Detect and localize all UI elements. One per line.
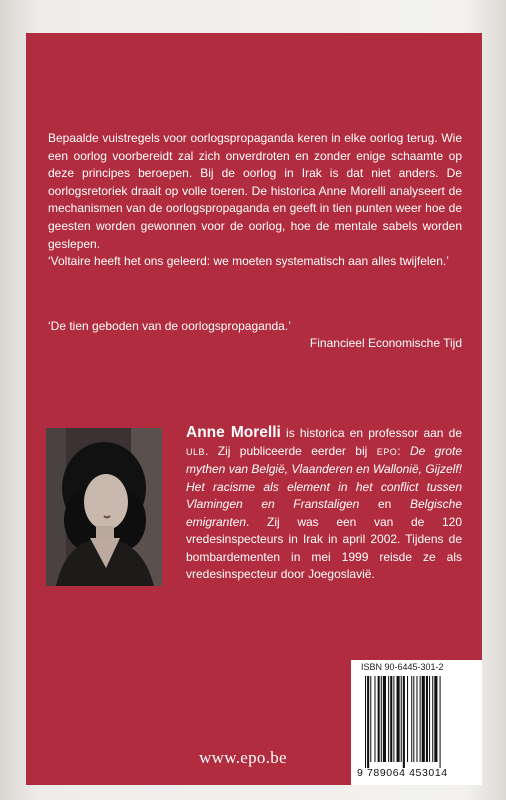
bio-text-5: . Zij was een van de 120 vredesinspecteurs in Irak in april 2002. Tijdens de bombardementen in mei 1999 reisde ze als vredesinspecteur door Joegoslavië. bbox=[186, 514, 462, 581]
isbn-label: ISBN 90-6445-301-2 bbox=[361, 662, 444, 672]
bio-works: De grote mythen van België, Vlaanderen en Wallonië, Gijzelf! Het racisme als element in het conflict tussen Vlamingen en Franstaligen bbox=[186, 443, 463, 511]
author-name: Anne Morelli bbox=[186, 424, 281, 441]
review-source: Financieel Economische Tijd bbox=[309, 336, 462, 350]
blurb-text: Bepaalde vuistregels voor oorlogspropaganda keren in elke oorlog terug. Wie een oorlog voorbereidt zal zich onverdroten en zonder enige schaamte op deze principes beroepen. Bij de oorlog in Irak is dat niet anders. De oorlogsretoriek draait op volle toeren. De historica Anne Morelli analyseert de mechanismen van de oorlogspropaganda en geeft in tien punten weer hoe de geesten worden gewonnen voor de oorlog, hoe de mentale sabels worden geslepen. bbox=[48, 131, 462, 251]
barcode-digits: 9 789064 453014 bbox=[357, 767, 448, 779]
bio-epo: EPO bbox=[376, 446, 398, 457]
blurb-quote: ‘Voltaire heeft het ons geleerd: we moeten systematisch aan alles twijfelen.’ bbox=[48, 254, 449, 269]
website-url: www.epo.be bbox=[199, 748, 287, 767]
bio-text-3: : bbox=[397, 443, 410, 458]
bio-text-2: . Zij publiceerde eerder bij bbox=[205, 443, 377, 458]
review-text: ‘De tien geboden van de oorlogspropaganda.’ bbox=[48, 319, 291, 333]
blurb bbox=[48, 130, 462, 271]
author-photo bbox=[46, 428, 162, 586]
bio-ulb: ULB bbox=[186, 446, 206, 457]
bio-text-4: en bbox=[359, 497, 410, 511]
bio-text-1: is historica en professor aan de bbox=[280, 426, 463, 440]
barcode-icon bbox=[363, 676, 475, 768]
bio-work-emigranten: Belgische emigranten bbox=[186, 497, 462, 529]
barcode-area bbox=[351, 660, 482, 785]
author-bio bbox=[186, 424, 462, 584]
review-quote bbox=[48, 318, 462, 352]
